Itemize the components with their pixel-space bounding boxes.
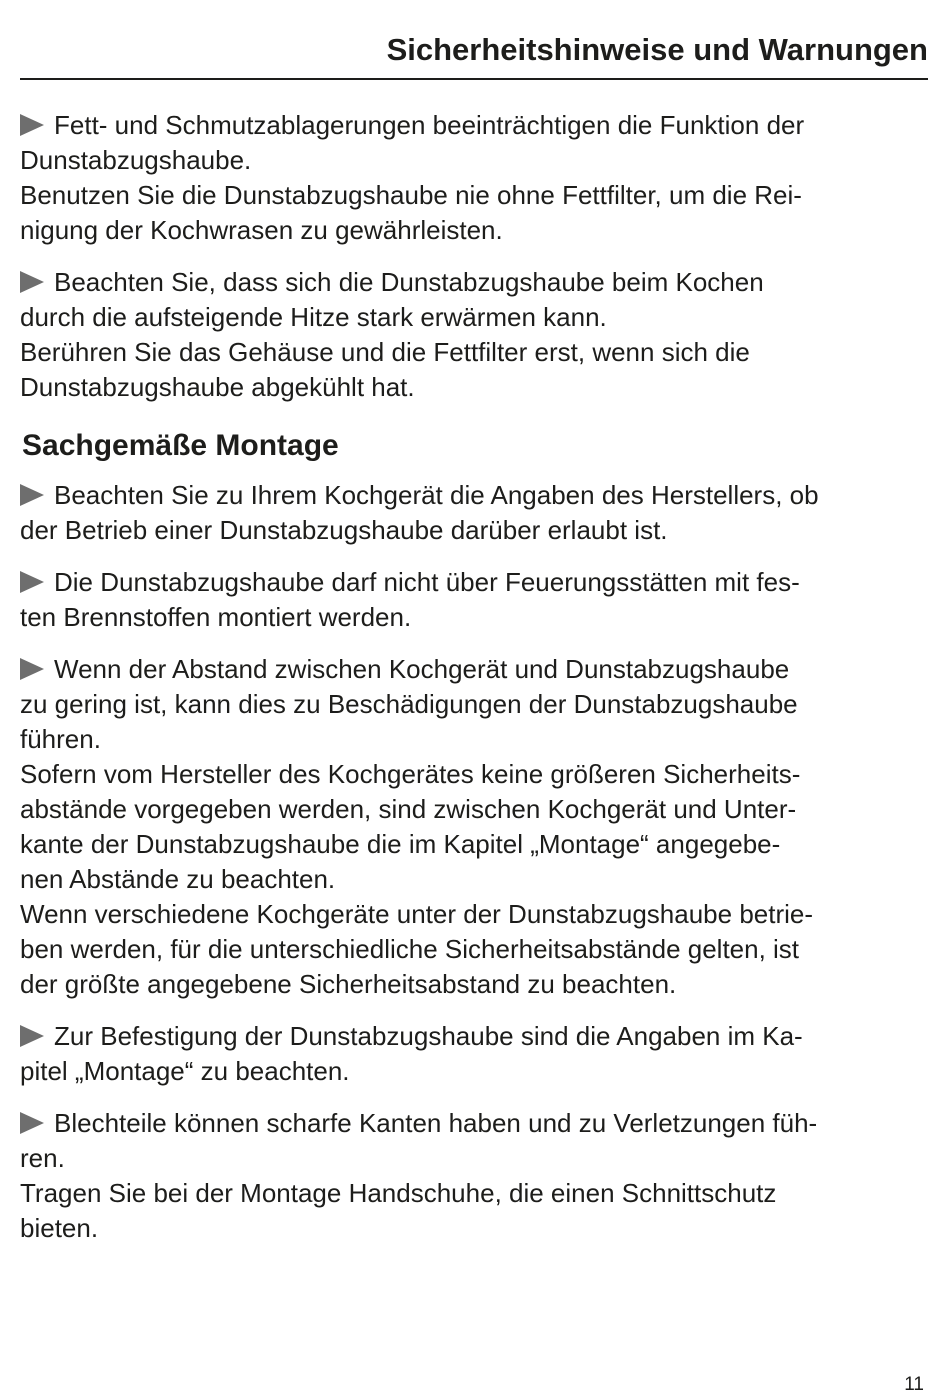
text-line: zu gering ist, kann dies zu Beschädigungen der Dunstabzugshaube [20,689,798,719]
text-line: Tragen Sie bei der Montage Handschuhe, die einen Schnittschutz [20,1178,777,1208]
arrow-bullet-icon [20,1025,44,1047]
warning-item-distance [20,652,928,1002]
text-line: ren. [20,1143,65,1173]
text-line: der Betrieb einer Dunstabzugshaube darüber erlaubt ist. [20,515,668,545]
page-number: 11 [904,1374,924,1395]
text-line: nen Abstände zu beachten. [20,864,336,894]
text-line: ben werden, für die unterschiedliche Sicherheitsabstände gelten, ist [20,934,800,964]
warning-item-mounting [20,1019,928,1089]
text-line: führen. [20,724,101,754]
text-line: Blechteile können scharfe Kanten haben und zu Verletzungen füh- [54,1108,818,1138]
text-line: pitel „Montage“ zu beachten. [20,1056,350,1086]
section-heading: Sachgemäße Montage [22,429,339,462]
text-line: Beachten Sie zu Ihrem Kochgerät die Angaben des Herstellers, ob [54,480,819,510]
arrow-bullet-icon [20,571,44,593]
text-line: abstände vorgegeben werden, sind zwischen Kochgerät und Unter- [20,794,797,824]
arrow-bullet-icon [20,114,44,136]
warning-item-sharp-edges [20,1106,928,1246]
arrow-bullet-icon [20,484,44,506]
text-line: Berühren Sie das Gehäuse und die Fettfilter erst, wenn sich die [20,337,750,367]
text-line: nigung der Kochwrasen zu gewährleisten. [20,215,503,245]
text-line: Benutzen Sie die Dunstabzugshaube nie ohne Fettfilter, um die Rei- [20,180,802,210]
warning-item-manufacturer-info [20,478,928,548]
text-line: durch die aufsteigende Hitze stark erwärmen kann. [20,302,607,332]
text-line: kante der Dunstabzugshaube die im Kapitel „Montage“ angegebe- [20,829,781,859]
text-line: bieten. [20,1213,99,1243]
text-line: Wenn verschiedene Kochgeräte unter der Dunstabzugshaube betrie- [20,899,814,929]
warning-item-solid-fuel [20,565,928,635]
page-title: Sicherheitshinweise und Warnungen [386,32,928,67]
page-content [20,108,928,1263]
page-header [20,28,928,80]
text-line: Wenn der Abstand zwischen Kochgerät und Dunstabzugshaube [54,654,790,684]
text-line: Beachten Sie, dass sich die Dunstabzugshaube beim Kochen [54,267,764,297]
arrow-bullet-icon [20,1112,44,1134]
text-line: ten Brennstoffen montiert werden. [20,602,412,632]
warning-item-grease-deposits [20,108,928,248]
text-line: Dunstabzugshaube abgekühlt hat. [20,372,415,402]
text-line: Fett- und Schmutzablagerungen beeinträchtigen die Funktion der [54,110,805,140]
warning-item-heat [20,265,928,405]
arrow-bullet-icon [20,658,44,680]
text-line: Sofern vom Hersteller des Kochgerätes keine größeren Sicherheits- [20,759,801,789]
text-line: Zur Befestigung der Dunstabzugshaube sind die Angaben im Ka- [54,1021,803,1051]
arrow-bullet-icon [20,271,44,293]
text-line: Die Dunstabzugshaube darf nicht über Feuerungsstätten mit fes- [54,567,800,597]
text-line: der größte angegebene Sicherheitsabstand zu beachten. [20,969,677,999]
text-line: Dunstabzugshaube. [20,145,252,175]
